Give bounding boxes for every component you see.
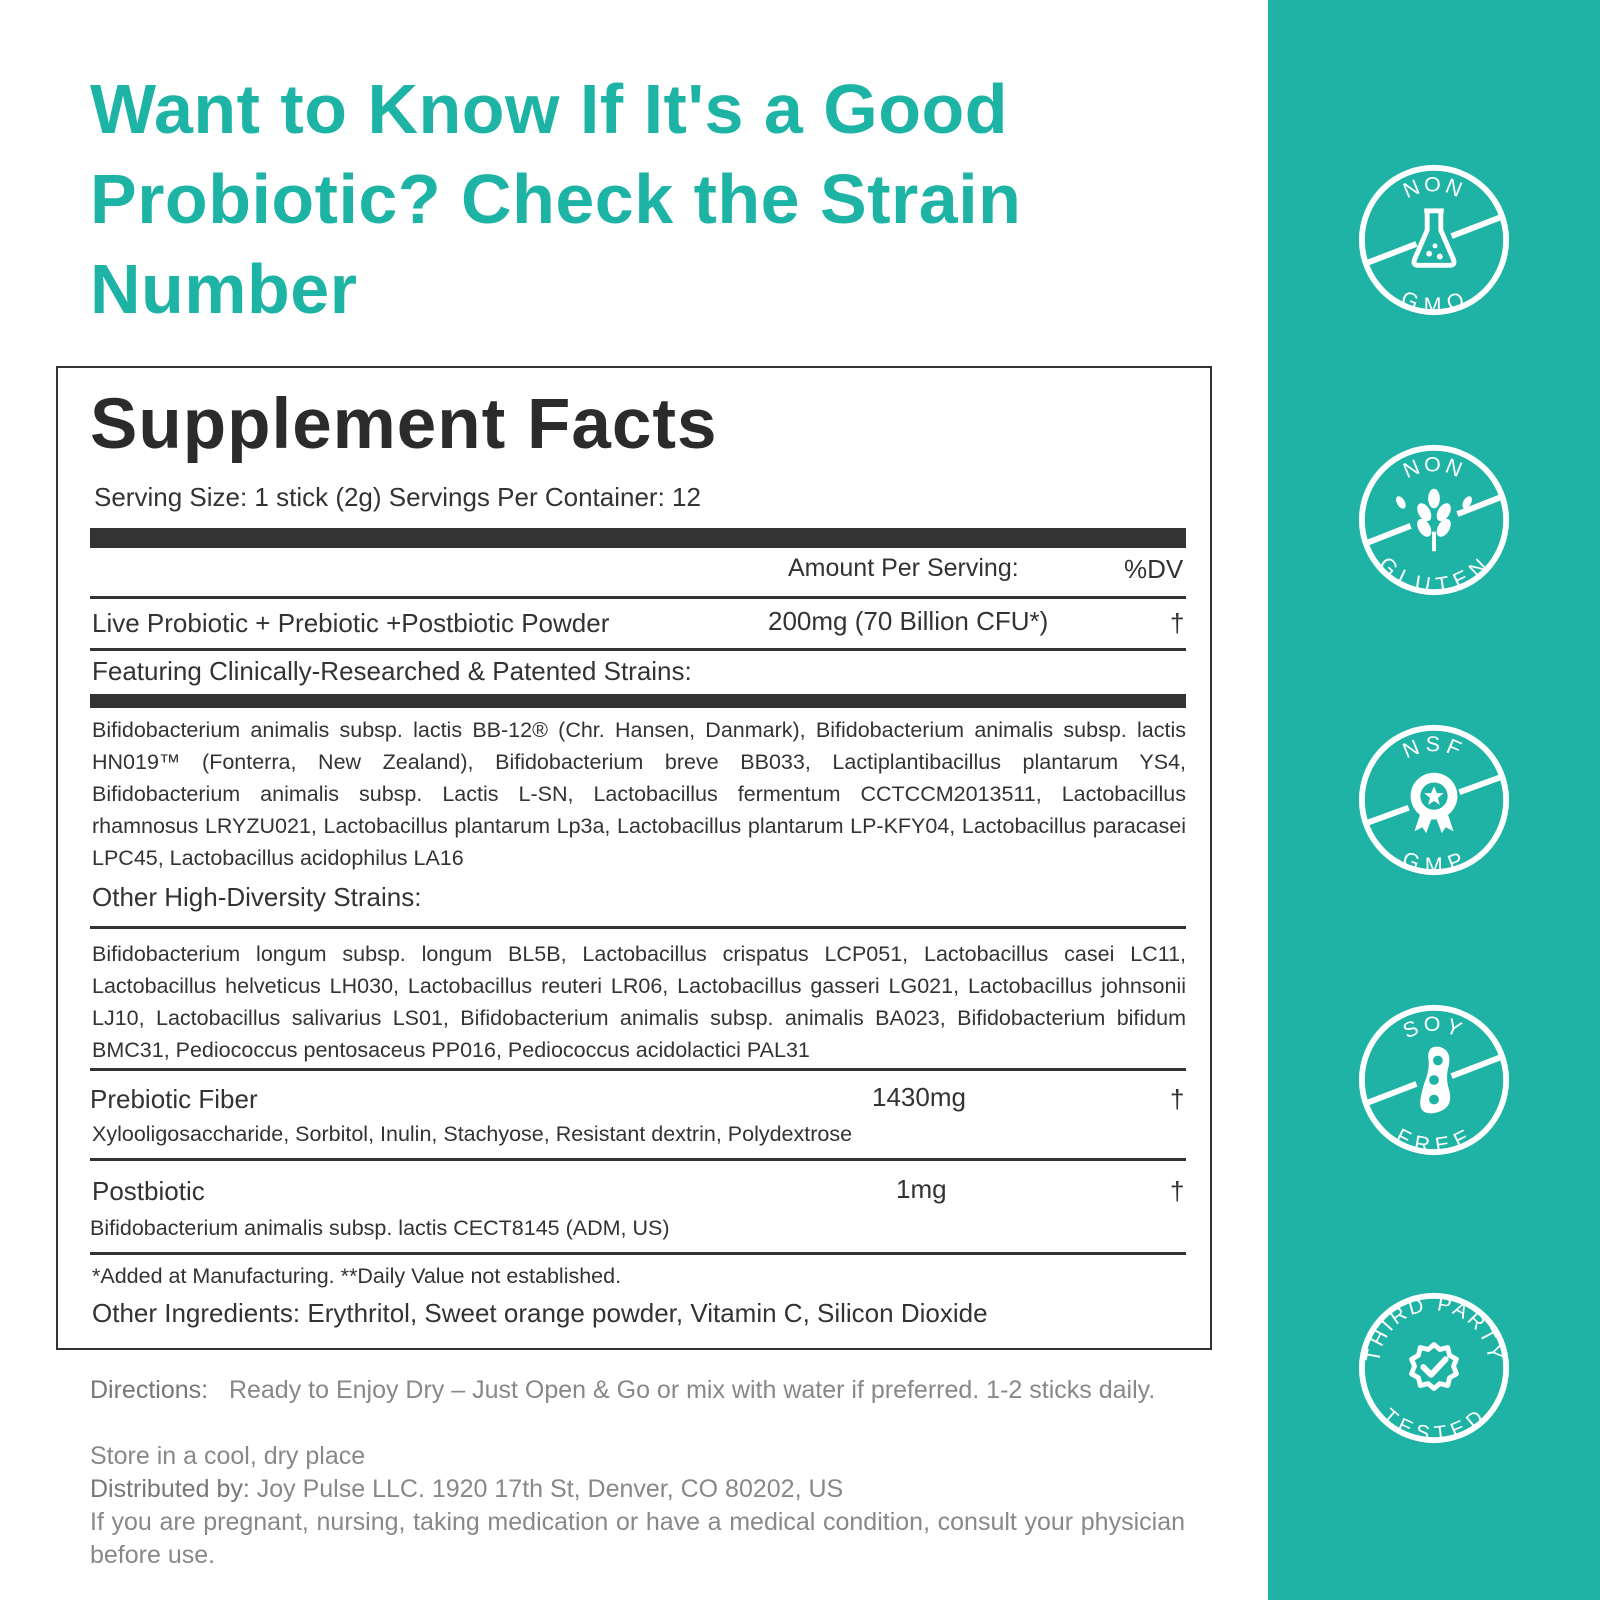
other-strains-text: Bifidobacterium longum subsp. longum BL5B, Lactobacillus crispatus LCP051, Lactobacillus casei LC11, Lactobacillus helveticus LH030, Lactobacillus reuteri LR06, Lactobacillus gasseri LG021, Lactobacillus johnsonii LJ10, Lactobacillus salivarius LS01, Bifidobacterium animalis subsp. animalis BA023, Bifidobacterium bifidum BMC31, Pediococcus pentosaceus PP016, Pediococcus acidolactici PAL31 <box>92 942 1186 1062</box>
postbiotic-amount: 1mg <box>896 1174 947 1204</box>
directions <box>90 1374 1185 1407</box>
other-strains-label: Other High-Diversity Strains: <box>92 882 422 912</box>
other-ingredients <box>92 1298 988 1329</box>
badge-top-text: NSF <box>1399 732 1470 764</box>
divider <box>90 596 1186 599</box>
dv-header: %DV <box>1124 554 1184 584</box>
badge-top-text: THIRD PARTY <box>1361 1292 1507 1364</box>
powder-dv: † <box>1170 608 1185 638</box>
postbiotic-label: Postbiotic <box>92 1176 205 1206</box>
badge-top-text: NON <box>1399 452 1469 484</box>
check-icon <box>1412 1345 1457 1389</box>
headline-line-3: Number <box>90 250 358 328</box>
divider <box>90 1158 1186 1161</box>
badge-bottom-text: FREE <box>1392 1123 1476 1158</box>
featuring-strains-text: Bifidobacterium animalis subsp. lactis BB-12® (Chr. Hansen, Danmark), Bifidobacterium animalis subsp. lactis HN019™ (Fonterra, New Zealand), Bifidobacterium breve BB033, Lactiplantibacillus plantarum YS4, Bifidobacterium animalis subsp. Lactis L-SN, Lactobacillus fermentum CCTCCM2013511, Lactobacillus rhamnosus LRYZU021, Lactobacillus plantarum Lp3a, Lactobacillus plantarum LP-KFY04, Lactobacillus paracasei LPC45, Lactobacillus acidophilus LA16 <box>92 718 1186 870</box>
distributed-text: Joy Pulse LLC. 1920 17th St, Denver, CO 80202, US <box>256 1475 844 1503</box>
badge-bottom-text: GMP <box>1399 846 1470 878</box>
non-gluten-badge <box>1356 442 1512 598</box>
badge-top-text: NON <box>1399 172 1469 204</box>
headline <box>90 64 1240 334</box>
thick-divider <box>90 694 1186 708</box>
prebiotic-dv: † <box>1170 1084 1185 1114</box>
svg-text:GMO <box>1398 286 1470 317</box>
serving-info: Serving Size: 1 stick (2g) Servings Per Container: 12 <box>94 482 701 512</box>
badge-top-text: SOY <box>1399 1012 1469 1044</box>
prebiotic-label: Prebiotic Fiber <box>90 1084 258 1114</box>
facts-title: Supplement Facts <box>90 385 718 464</box>
thick-divider <box>90 528 1186 548</box>
directions-label: Directions: <box>90 1376 209 1404</box>
svg-text:THIRD PARTY <box>1361 1292 1507 1363</box>
nsf-gmp-badge <box>1356 722 1512 878</box>
distributor <box>90 1473 1185 1506</box>
divider <box>90 1068 1186 1071</box>
postbiotic-dv: † <box>1170 1176 1185 1206</box>
prebiotic-amount: 1430mg <box>872 1082 966 1112</box>
svg-text:NSF <box>1399 732 1469 763</box>
directions-text: Ready to Enjoy Dry – Just Open & Go or mix with water if preferred. 1-2 sticks daily. <box>228 1376 1156 1404</box>
seal-icon <box>1411 773 1458 833</box>
wheat-icon <box>1394 489 1474 551</box>
other-ingredients-text: Erythritol, Sweet orange powder, Vitamin C, Silicon Dioxide <box>307 1298 988 1328</box>
warning: If you are pregnant, nursing, taking medication or have a medical condition, consult your physician before use. <box>90 1508 1185 1569</box>
headline-line-2: Probiotic? Check the Strain <box>90 160 1022 238</box>
supplement-facts-panel <box>56 366 1212 1350</box>
non-gmo-badge <box>1356 162 1512 318</box>
badge-bottom-text: GMO <box>1397 286 1471 318</box>
powder-label: Live Probiotic + Prebiotic +Postbiotic Powder <box>92 608 610 638</box>
badge-panel <box>1268 0 1600 1600</box>
divider <box>90 926 1186 929</box>
prebiotic-ingredients: Xylooligosaccharide, Sorbitol, Inulin, Stachyose, Resistant dextrin, Polydextrose <box>92 1122 853 1146</box>
svg-text:SOY <box>1399 1012 1468 1043</box>
storage-note: Store in a cool, dry place <box>90 1442 366 1470</box>
amount-header: Amount Per Serving: <box>788 554 1019 582</box>
svg-text:GMP <box>1399 847 1469 878</box>
distributed-label: Distributed by: <box>90 1475 250 1503</box>
featuring-label: Featuring Clinically-Researched & Patented Strains: <box>92 656 692 686</box>
flask-icon <box>1414 211 1454 266</box>
postbiotic-ingredients: Bifidobacterium animalis subsp. lactis CECT8145 (ADM, US) <box>90 1216 670 1240</box>
other-ingredients-label: Other Ingredients: <box>92 1298 301 1328</box>
soybean-icon <box>1420 1047 1450 1114</box>
headline-line-1: Want to Know If It's a Good <box>90 70 1008 148</box>
divider <box>90 1252 1186 1255</box>
soy-free-badge <box>1356 1002 1512 1158</box>
badge-bottom-text: TESTED <box>1377 1404 1490 1446</box>
third-party-tested-badge <box>1356 1290 1512 1446</box>
powder-amount: 200mg (70 Billion CFU*) <box>768 606 1049 636</box>
svg-text:NON <box>1400 172 1469 203</box>
divider <box>90 648 1186 651</box>
badge-bottom-text: GLUTEN <box>1374 552 1494 598</box>
footnote: *Added at Manufacturing. **Daily Value not established. <box>92 1264 622 1288</box>
svg-text:NON <box>1400 452 1469 483</box>
